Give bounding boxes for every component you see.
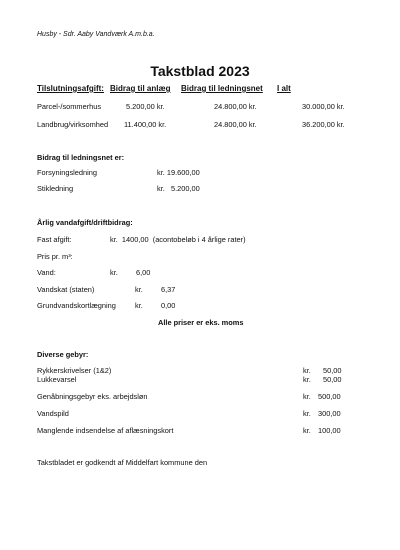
list-item-value: kr. 5.200,00 <box>157 184 200 193</box>
document-header: Husby - Sdr. Aaby Vandværk A.m.b.a. <box>37 31 155 38</box>
list-item-value: 0,00 <box>161 301 176 310</box>
list-item-label: Vand: <box>37 268 56 277</box>
list-item-value: 100,00 <box>318 426 341 435</box>
list-item-label: Grundvandskortlægning <box>37 301 116 310</box>
list-item-value: 500,00 <box>318 392 341 401</box>
list-item-label: Rykkerskrivelser (1&2) <box>37 366 112 375</box>
list-item-value: 6,37 <box>161 285 176 294</box>
section-heading-ledningsnet: Bidrag til ledningsnet er: <box>37 153 125 162</box>
list-item-value: 300,00 <box>318 409 341 418</box>
table-cell: 5.200,00 kr. <box>126 102 165 111</box>
col-header-i-alt: I alt <box>277 84 291 93</box>
moms-note: Alle priser er eks. moms <box>158 318 244 327</box>
list-item-currency: kr. <box>110 268 118 277</box>
fast-afgift-label: Fast afgift: <box>37 235 72 244</box>
list-item-currency: kr. <box>303 366 311 375</box>
table-row-label: Parcel-/sommerhus <box>37 102 102 111</box>
list-item-label: Vandskat (staten) <box>37 285 95 294</box>
section-heading-vandafgift: Årlig vandafgift/driftbidrag: <box>37 218 133 227</box>
list-item-label: Vandspild <box>37 409 69 418</box>
list-item-currency: kr. <box>303 409 311 418</box>
page-title: Takstblad 2023 <box>150 63 250 79</box>
list-item-label: Stikledning <box>37 184 74 193</box>
table-row-label: Landbrug/virksomhed <box>37 120 109 129</box>
list-item-currency: kr. <box>303 392 311 401</box>
list-item-currency: kr. <box>135 285 143 294</box>
list-item-currency: kr. <box>303 426 311 435</box>
approval-footer: Takstbladet er godkendt af Middelfart kommune den <box>37 458 208 467</box>
list-item-label: Genåbningsgebyr eks. arbejdsløn <box>37 392 148 401</box>
list-item-label: Lukkevarsel <box>37 375 77 384</box>
list-item-value: 50,00 <box>323 366 342 375</box>
table-cell: 30.000,00 kr. <box>302 102 345 111</box>
fast-afgift-value: kr. 1400,00 (acontobeløb i 4 årlige rater) <box>110 235 246 244</box>
col-header-tilslutningsafgift: Tilslutningsafgift: <box>37 84 104 93</box>
col-header-bidrag-anlaeg: Bidrag til anlæg <box>110 84 171 93</box>
list-item-currency: kr. <box>135 301 143 310</box>
list-item-label: Forsyningsledning <box>37 168 97 177</box>
section-heading-gebyr: Diverse gebyr: <box>37 350 89 359</box>
table-cell: 24.800,00 kr. <box>214 102 257 111</box>
list-item-value: 50,00 <box>323 375 342 384</box>
table-cell: 24.800,00 kr. <box>214 120 257 129</box>
table-cell: 36.200,00 kr. <box>302 120 345 129</box>
col-header-bidrag-ledningsnet: Bidrag til ledningsnet <box>181 84 263 93</box>
list-item-value: kr. 19.600,00 <box>157 168 200 177</box>
table-cell: 11.400,00 kr. <box>124 120 167 129</box>
list-item-label: Manglende indsendelse af aflæsningskort <box>37 426 174 435</box>
list-item-currency: kr. <box>303 375 311 384</box>
list-item-value: 6,00 <box>136 268 151 277</box>
pris-label: Pris pr. m³: <box>37 252 73 261</box>
